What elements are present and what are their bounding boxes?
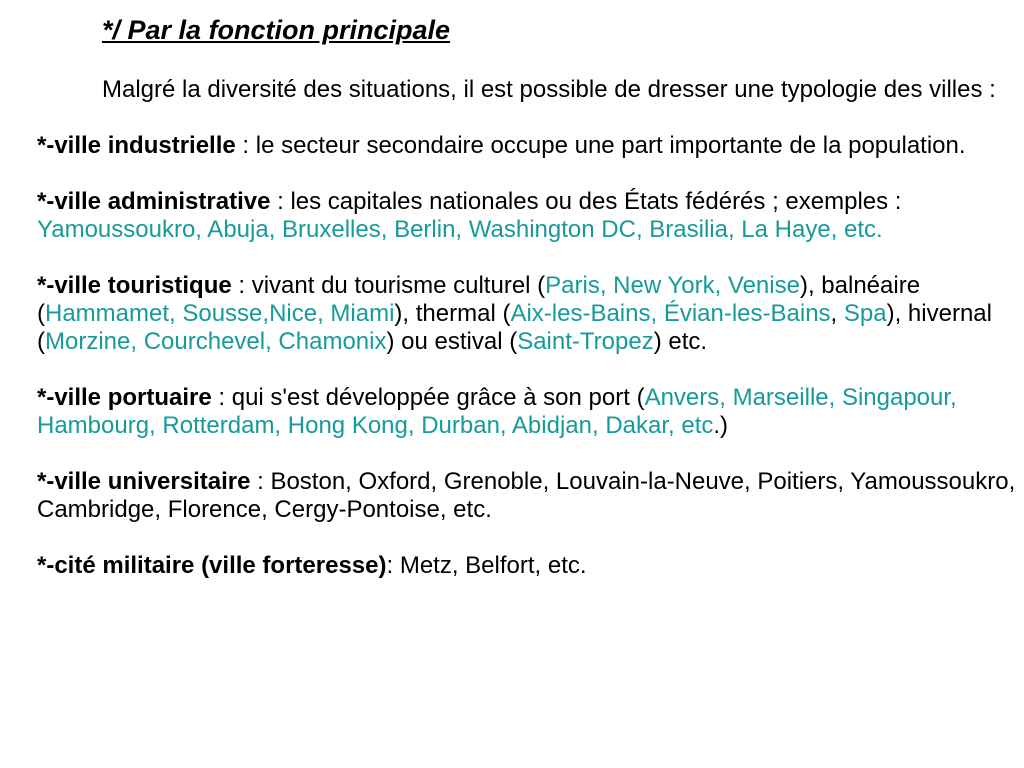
term-administrative: *-ville administrative — [37, 188, 271, 215]
examples-portuaire: Anvers, Marseille, Singapour, Hambourg, Rotterdam, Hong Kong, Durban, Abidjan, Dakar, etc — [37, 384, 957, 439]
text-touristique-4: , — [830, 300, 844, 327]
text-touristique-5: ), hivernal ( — [37, 300, 992, 355]
examples-administrative: Yamoussoukro, Abuja, Bruxelles, Berlin, Washington DC, Brasilia, La Haye, etc. — [37, 216, 883, 243]
text-touristique-2: ), balnéaire ( — [37, 272, 921, 327]
entry-industrielle — [37, 132, 1017, 160]
examples-touristique-hivernal: Morzine, Courchevel, Chamonix — [45, 328, 387, 355]
examples-touristique-estival: Saint-Tropez — [517, 328, 654, 355]
desc-administrative: : les capitales nationales ou des États fédérés ; exemples : — [270, 188, 902, 215]
slide-content — [37, 14, 1017, 608]
desc-militaire: : Metz, Belfort, etc. — [386, 552, 587, 579]
text-portuaire-2: .) — [713, 412, 729, 439]
entry-administrative — [37, 188, 1017, 244]
text-touristique-7: ) etc. — [653, 328, 708, 355]
examples-touristique-culturel: Paris, New York, Venise — [545, 272, 800, 299]
entry-touristique — [37, 272, 1017, 356]
text-touristique-1: : vivant du tourisme culturel ( — [231, 272, 546, 299]
examples-touristique-spa: Spa — [843, 300, 887, 327]
examples-touristique-balneaire: Hammamet, Sousse,Nice, Miami — [45, 300, 395, 327]
term-touristique: *-ville touristique — [37, 272, 232, 299]
desc-industrielle: : le secteur secondaire occupe une part importante de la population. — [235, 132, 966, 159]
desc-universitaire: : Boston, Oxford, Grenoble, Louvain-la-Neuve, Poitiers, Yamoussoukro, Cambridge, Florence, Cergy-Pontoise, etc. — [37, 468, 1016, 523]
term-portuaire: *-ville portuaire — [37, 384, 212, 411]
examples-touristique-thermal: Aix-les-Bains, Évian-les-Bains — [510, 300, 831, 327]
entry-portuaire — [37, 384, 1017, 440]
intro-paragraph: Malgré la diversité des situations, il est possible de dresser une typologie des villes : — [102, 76, 996, 103]
slide-title: */ Par la fonction principale — [102, 15, 451, 45]
entry-militaire — [37, 552, 1017, 580]
term-militaire: *-cité militaire (ville forteresse) — [37, 552, 387, 579]
text-portuaire-1: : qui s'est développée grâce à son port ( — [211, 384, 645, 411]
text-touristique-6: ) ou estival ( — [386, 328, 518, 355]
entry-universitaire — [37, 468, 1017, 524]
term-universitaire: *-ville universitaire — [37, 468, 251, 495]
term-industrielle: *-ville industrielle — [37, 132, 236, 159]
text-touristique-3: ), thermal ( — [394, 300, 511, 327]
